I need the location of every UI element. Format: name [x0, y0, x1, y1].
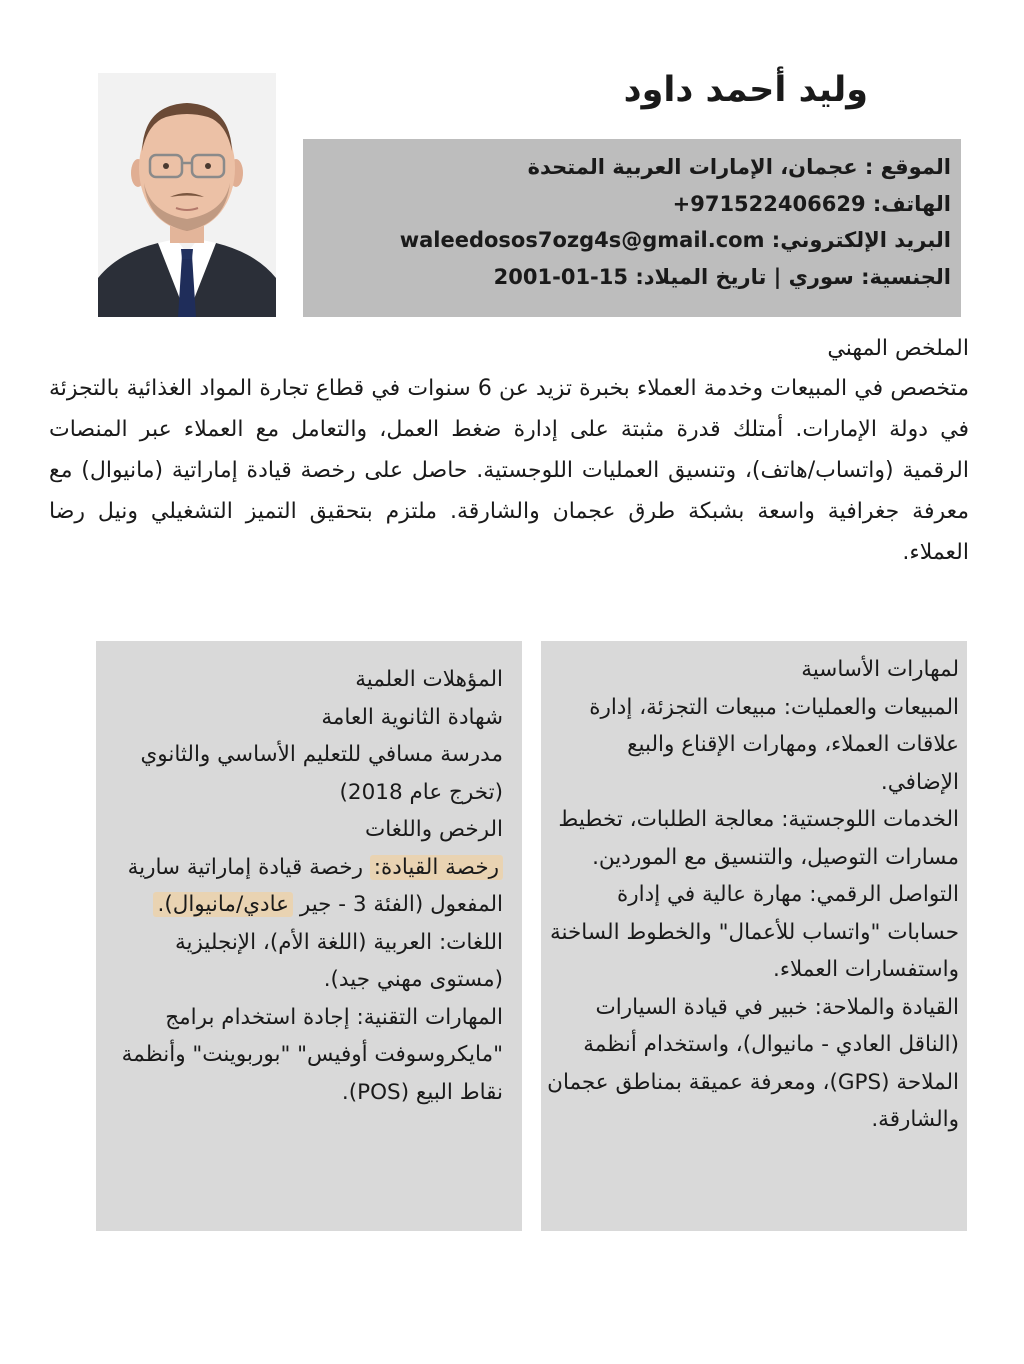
- skills-title: لمهارات الأساسية: [801, 657, 959, 682]
- driving-label: رخصة القيادة:: [370, 855, 503, 880]
- education-title: المؤهلات العلمية: [355, 667, 503, 692]
- phone-line: [313, 186, 951, 223]
- email-value: waleedosos7ozg4s@gmail.com: [399, 228, 765, 252]
- degree: شهادة الثانوية العامة: [321, 704, 503, 730]
- location-value: عجمان، الإمارات العربية المتحدة: [527, 155, 858, 179]
- phone-value: +971522406629: [672, 191, 866, 216]
- candidate-name: وليد أحمد داود: [623, 70, 868, 110]
- languages: اللغات: العربية (اللغة الأم)، الإنجليزية (مستوى مهني جيد).: [174, 929, 503, 992]
- skill-item: القيادة والملاحة: خبير في قيادة السيارات (الناقل العادي - مانيوال)، واستخدام أنظمة الملاحة (GPS)، ومعرفة عميقة بمناطق عجمان والشارقة.: [547, 994, 959, 1132]
- birth-label: تاريخ الميلاد:: [635, 264, 767, 289]
- birth-value: 2001-01-15: [493, 264, 628, 289]
- skill-item: المبيعات والعمليات: مبيعات التجزئة، إدارة علاقات العملاء، ومهارات الإقناع والبيع الإضافي.: [589, 694, 959, 795]
- contact-box: [303, 139, 961, 317]
- profile-photo: [98, 73, 276, 317]
- skill-item: الخدمات اللوجستية: معالجة الطلبات، تخطيط مسارات التوصيل، والتنسيق مع الموردين.: [558, 807, 959, 870]
- driving-text-end: عادي/مانيوال).: [153, 892, 293, 917]
- nationality-label: الجنسية:: [861, 264, 951, 289]
- nationality-value: سوري: [788, 264, 854, 289]
- tech-skills: المهارات التقنية: إجادة استخدام برامج "مايكروسوفت أوفيس" "بوربوينت" وأنظمة نقاط البيع (POS).: [121, 1004, 503, 1105]
- driving-text: رخصة قيادة إماراتية سارية المفعول (الفئة 3 - جير: [127, 854, 503, 917]
- education-column: [96, 641, 522, 1231]
- summary-title: الملخص المهني: [827, 336, 969, 361]
- skill-item: التواصل الرقمي: مهارة عالية في إدارة حسابات "واتساب للأعمال" والخطوط الساخنة واستفسارات العملاء.: [549, 882, 959, 982]
- phone-label: الهاتف:: [872, 191, 951, 216]
- summary-body: متخصص في المبيعات وخدمة العملاء بخبرة تزيد عن 6 سنوات في قطاع تجارة المواد الغذائية بالتجزئة في دولة الإمارات. أمتلك قدرة مثبتة على إدارة ضغط العمل، والتعامل مع العملاء عبر المنصات الرقمية (واتساب/هاتف)، وتنسيق العمليات اللوجستية. حاصل على رخصة قيادة إماراتية (مانيوال) مع معرفة جغرافية واسعة بشبكة طرق عجمان والشارقة. ملتزم بتحقيق التميز التشغيلي ونيل رضا العملاء.: [49, 376, 969, 565]
- school: مدرسة مسافي للتعليم الأساسي والثانوي (تخرج عام 2018): [140, 742, 503, 805]
- driving-license: [110, 849, 503, 924]
- email-label: البريد الإلكتروني:: [771, 228, 951, 252]
- location-line: [313, 149, 951, 186]
- separator: |: [773, 264, 782, 289]
- professional-summary: [49, 331, 969, 573]
- skills-column: [541, 641, 967, 1231]
- licenses-title: الرخص واللغات: [364, 817, 503, 842]
- person-portrait-icon: [98, 73, 276, 317]
- location-label: الموقع :: [864, 155, 951, 179]
- nationality-line: [313, 259, 951, 296]
- email-line: [313, 222, 951, 259]
